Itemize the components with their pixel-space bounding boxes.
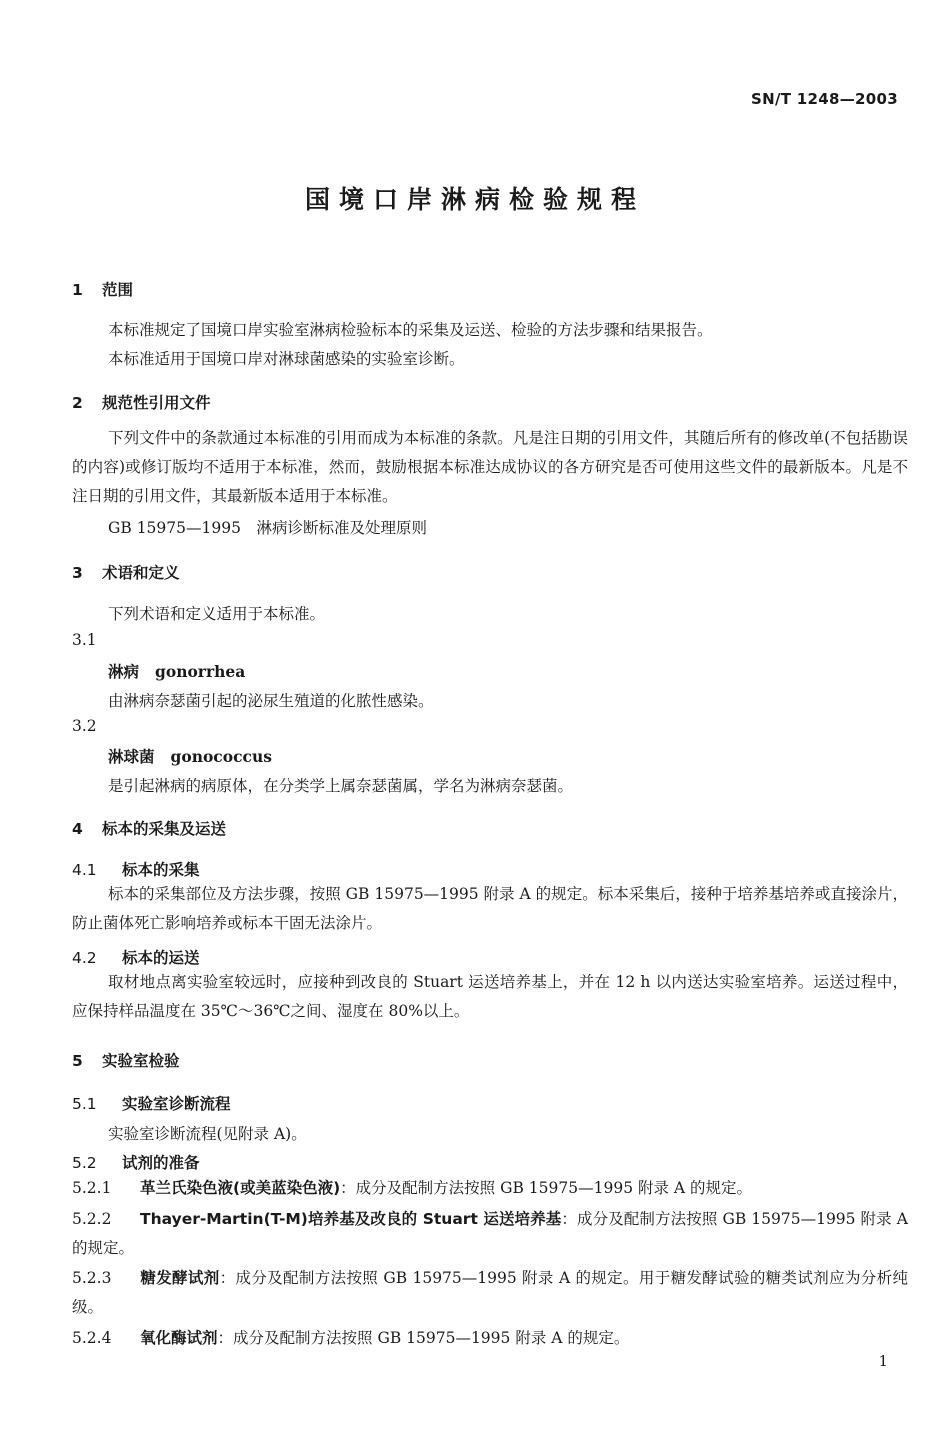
- section-title: 标本的采集及运送: [102, 820, 227, 838]
- standard-code: SN/T 1248—2003: [751, 90, 898, 108]
- clause-key: Thayer-Martin(T-M)培养基及改良的 Stuart 运送培养基: [140, 1210, 562, 1228]
- term-3-1-number: 3.1: [72, 631, 97, 649]
- clause-text: ：成分及配制方法按照 GB 15975—1995 附录 A 的规定。: [340, 1179, 753, 1197]
- term-zh: 淋球菌: [108, 747, 155, 766]
- clause-5-2-3: [72, 1264, 908, 1322]
- s1-line-2: 本标准适用于国境口岸对淋球菌感染的实验室诊断。: [108, 350, 465, 368]
- s3-intro: 下列术语和定义适用于本标准。: [108, 605, 326, 623]
- s5-1-line: 实验室诊断流程(见附录 A)。: [108, 1125, 307, 1143]
- subsection-title: 标本的采集: [122, 861, 200, 879]
- clause-number: 5.2.4: [72, 1329, 112, 1347]
- section-5-1-heading: [72, 1092, 231, 1114]
- clause-text: ：成分及配制方法按照 GB 15975—1995 附录 A 的规定。: [72, 1210, 908, 1257]
- section-number: 3: [72, 564, 83, 582]
- section-4-1-heading: [72, 858, 200, 880]
- section-number: 5: [72, 1052, 83, 1070]
- section-number: 4: [72, 820, 83, 838]
- s1-line-1: 本标准规定了国境口岸实验室淋病检验标本的采集及运送、检验的方法步骤和结果报告。: [108, 321, 713, 339]
- term-3-2: [108, 745, 272, 767]
- subsection-title: 标本的运送: [122, 949, 200, 967]
- clause-5-2-4: [72, 1324, 908, 1353]
- s4-2-paragraph: 取材地点离实验室较远时，应接种到改良的 Stuart 运送培养基上，并在 12 h 以内送达实验室培养。运送过程中，应保持样品温度在 35℃～36℃之间、湿度在 80%以上。: [72, 973, 908, 1020]
- subsection-title: 实验室诊断流程: [122, 1095, 231, 1113]
- section-5-heading: [72, 1049, 180, 1071]
- section-number: 2: [72, 394, 83, 412]
- term-en: gonococcus: [170, 747, 272, 766]
- clause-number: 5.2.1: [72, 1179, 112, 1197]
- section-1-heading: [72, 278, 133, 300]
- term-3-1-definition: 由淋病奈瑟菌引起的泌尿生殖道的化脓性感染。: [108, 692, 434, 710]
- section-number: 1: [72, 281, 83, 299]
- section-4-2-heading: [72, 946, 200, 968]
- clause-number: 5.2.3: [72, 1269, 112, 1287]
- clause-key: 氧化酶试剂: [140, 1329, 218, 1347]
- clause-text: ：成分及配制方法按照 GB 15975—1995 附录 A 的规定。: [217, 1329, 630, 1347]
- subsection-number: 5.1: [72, 1095, 97, 1113]
- subsection-number: 5.2: [72, 1154, 97, 1172]
- term-zh: 淋病: [108, 662, 140, 681]
- clause-5-2-2: [72, 1205, 908, 1263]
- section-5-2-heading: [72, 1151, 200, 1173]
- term-en: gonorrhea: [155, 662, 246, 681]
- clause-5-2-1: [72, 1174, 908, 1203]
- subsection-number: 4.2: [72, 949, 97, 967]
- clause-number: 5.2.2: [72, 1210, 112, 1228]
- section-title: 范围: [102, 281, 134, 299]
- clause-key: 糖发酵试剂: [140, 1269, 220, 1287]
- section-title: 术语和定义: [102, 564, 180, 582]
- document-title: 国境口岸淋病检验规程: [304, 185, 645, 214]
- clause-key: 革兰氏染色液(或美蓝染色液): [140, 1179, 341, 1197]
- section-title: 实验室检验: [102, 1052, 180, 1070]
- section-2-heading: [72, 391, 211, 413]
- s4-1-paragraph: 标本的采集部位及方法步骤，按照 GB 15975—1995 附录 A 的规定。标本采集后，接种于培养基培养或直接涂片，防止菌体死亡影响培养或标本干固无法涂片。: [72, 885, 908, 932]
- subsection-title: 试剂的准备: [122, 1154, 200, 1172]
- subsection-number: 4.1: [72, 861, 97, 879]
- page-number: 1: [878, 1352, 888, 1370]
- term-3-2-definition: 是引起淋病的病原体，在分类学上属奈瑟菌属，学名为淋病奈瑟菌。: [108, 777, 574, 795]
- s2-reference: GB 15975—1995 淋病诊断标准及处理原则: [108, 519, 427, 537]
- section-title: 规范性引用文件: [102, 394, 211, 412]
- term-3-1: [108, 660, 245, 682]
- s2-paragraph: 下列文件中的条款通过本标准的引用而成为本标准的条款。凡是注日期的引用文件，其随后所有的修改单(不包括勘误的内容)或修订版均不适用于本标准，然而，鼓励根据本标准达成协议的各方研究是否可使用这些文件的最新版本。凡是不注日期的引用文件，其最新版本适用于本标准。: [72, 429, 908, 505]
- clause-text: ：成分及配制方法按照 GB 15975—1995 附录 A 的规定。用于糖发酵试验的糖类试剂应为分析纯级。: [72, 1269, 908, 1316]
- section-3-heading: [72, 561, 180, 583]
- term-3-2-number: 3.2: [72, 717, 97, 735]
- section-4-heading: [72, 817, 226, 839]
